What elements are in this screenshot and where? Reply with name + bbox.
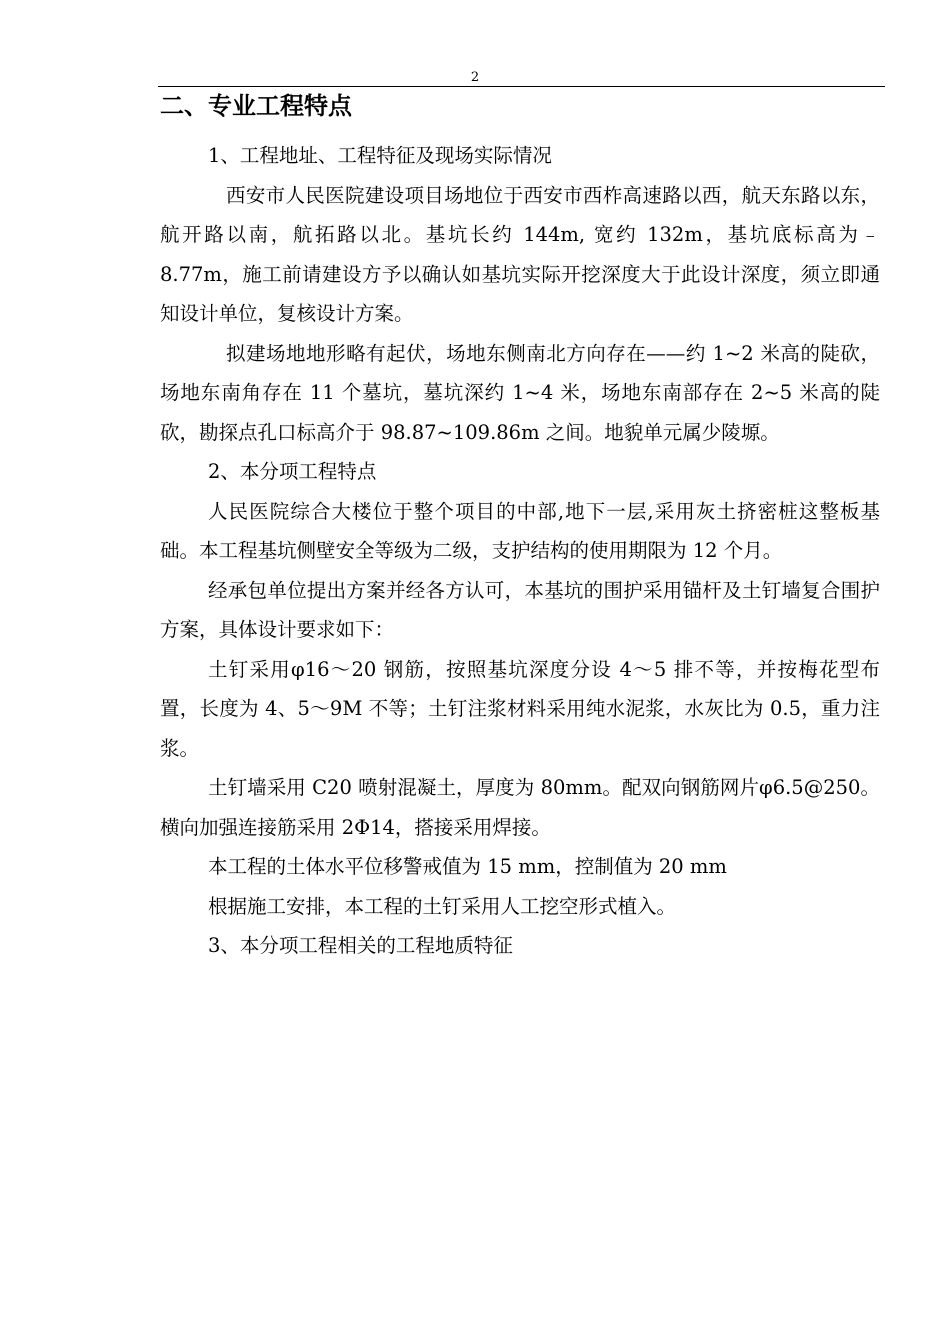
paragraph-building-foundation: 人民医院综合大楼位于整个项目的中部,地下一层,采用灰土挤密桩这整板基础。本工程基坑侧壁安全等级为二级，支护结构的使用期限为 12 个月。: [160, 499, 880, 562]
section-title: 二、专业工程特点: [160, 92, 352, 120]
subheading-project-features: 2、本分项工程特点: [208, 460, 377, 483]
subheading-site-info: 1、工程地址、工程特征及现场实际情况: [208, 144, 552, 167]
paragraph-terrain: 拟建场地地形略有起伏，场地东侧南北方向存在——约 1~2 米高的陡砍，场地东南角存在 11 个墓坑，墓坑深约 1~4 米，场地东南部存在 2~5 米高的陡砍，勘探点孔口标高介于 98.87~109.86m 之间。地貌单元属少陵塬。: [160, 341, 880, 444]
paragraph-site-location: 西安市人民医院建设项目场地位于西安市西柞高速路以西，航天东路以东，航开路以南，航拓路以北。基坑长约 144m, 宽约 132m，基坑底标高为﹣8.77m，施工前请建设方予以确认如基坑实际开挖深度大于此设计深度，须立即通知设计单位，复核设计方案。: [160, 183, 880, 325]
subheading-geology: 3、本分项工程相关的工程地质特征: [208, 934, 513, 957]
document-body: [160, 136, 880, 966]
page-number: 2: [470, 70, 480, 85]
paragraph-displacement-limits: 本工程的土体水平位移警戒值为 15 mm，控制值为 20 mm: [208, 855, 727, 878]
header-rule: [158, 86, 885, 87]
paragraph-soil-nail-spec: 土钉采用φ16～20 钢筋，按照基坑深度分设 4～5 排不等，并按梅花型布置，长度为 4、5～9M 不等；土钉注浆材料采用纯水泥浆，水灰比为 0.5，重力注浆。: [160, 657, 880, 760]
paragraph-shotcrete-spec: 土钉墙采用 C20 喷射混凝土，厚度为 80mm。配双向钢筋网片φ6.5@250。横向加强连接筋采用 2Φ14，搭接采用焊接。: [160, 776, 880, 839]
paragraph-support-scheme: 经承包单位提出方案并经各方认可，本基坑的围护采用锚杆及土钉墙复合围护方案，具体设计要求如下：: [160, 578, 880, 641]
paragraph-installation-method: 根据施工安排，本工程的土钉采用人工挖空形式植入。: [208, 894, 677, 918]
